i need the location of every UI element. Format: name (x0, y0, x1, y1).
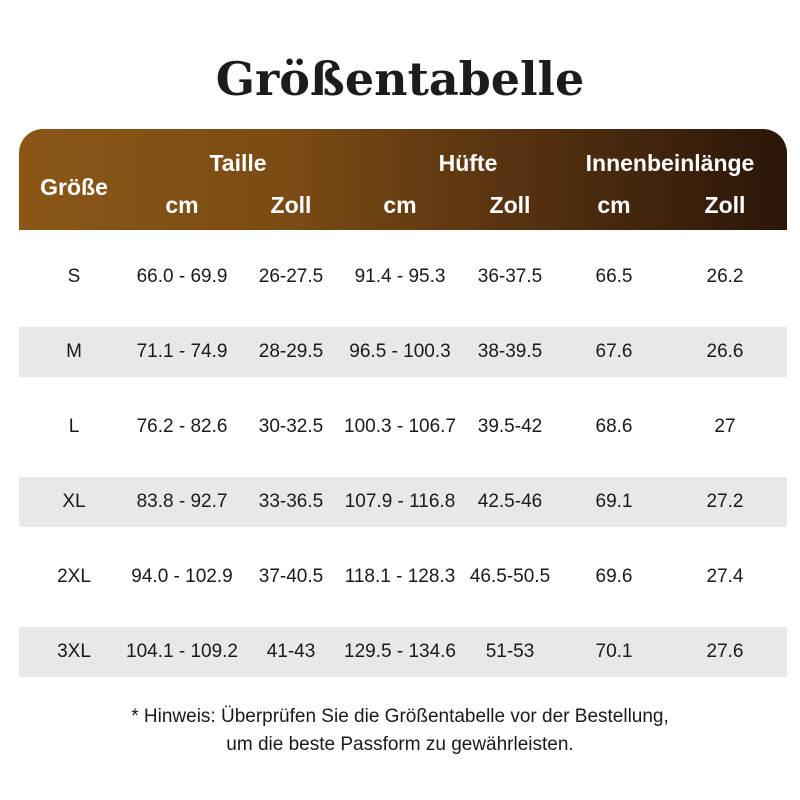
cell-hip-cm: 129.5 - 134.6 (344, 641, 456, 662)
header-group-inseam: Innenbeinlänge (585, 150, 755, 176)
table-row (19, 552, 787, 602)
cell-size: L (68, 416, 80, 437)
table-row (19, 327, 787, 377)
cell-hip-cm: 118.1 - 128.3 (344, 566, 456, 587)
cell-inseam-cm: 68.6 (595, 416, 633, 437)
cell-waist-cm: 76.2 - 82.6 (136, 416, 228, 437)
cell-size: S (67, 266, 81, 287)
footnote-line-2: um die beste Passform zu gewährleisten. (226, 734, 574, 755)
cell-hip-inch: 51-53 (485, 641, 535, 662)
header-unit-inseam-cm: cm (597, 192, 631, 218)
cell-hip-inch: 46.5-50.5 (469, 566, 551, 587)
cell-inseam-inch: 27.4 (706, 566, 744, 587)
table-row (19, 402, 787, 452)
header-unit-inseam-inch: Zoll (704, 192, 746, 218)
cell-hip-cm: 91.4 - 95.3 (354, 266, 446, 287)
cell-inseam-inch: 26.2 (706, 266, 744, 287)
cell-size: XL (62, 491, 86, 512)
table-header (19, 129, 787, 230)
cell-waist-inch: 28-29.5 (258, 341, 324, 362)
footnote-line-1: * Hinweis: Überprüfen Sie die Größentabelle vor der Bestellung, (131, 706, 669, 727)
cell-hip-cm: 107.9 - 116.8 (344, 491, 456, 512)
table-row (19, 252, 787, 302)
cell-waist-cm: 104.1 - 109.2 (126, 641, 238, 662)
table-row (19, 627, 787, 677)
cell-hip-cm: 100.3 - 106.7 (344, 416, 456, 437)
cell-inseam-cm: 69.6 (595, 566, 633, 587)
cell-inseam-inch: 26.6 (706, 341, 744, 362)
cell-size: 2XL (57, 566, 91, 587)
header-unit-waist-cm: cm (165, 192, 199, 218)
cell-inseam-inch: 27 (714, 416, 736, 437)
cell-waist-inch: 41-43 (266, 641, 316, 662)
cell-waist-cm: 71.1 - 74.9 (136, 341, 228, 362)
header-unit-hip-inch: Zoll (489, 192, 531, 218)
cell-waist-cm: 83.8 - 92.7 (136, 491, 228, 512)
cell-waist-cm: 94.0 - 102.9 (131, 566, 233, 587)
page-title: Größentabelle (215, 52, 585, 106)
cell-inseam-cm: 66.5 (595, 266, 633, 287)
header-unit-waist-inch: Zoll (270, 192, 312, 218)
cell-hip-inch: 38-39.5 (477, 341, 543, 362)
cell-size: 3XL (57, 641, 91, 662)
cell-waist-cm: 66.0 - 69.9 (136, 266, 228, 287)
table-row (19, 477, 787, 527)
cell-inseam-cm: 67.6 (595, 341, 633, 362)
header-unit-hip-cm: cm (383, 192, 417, 218)
cell-hip-inch: 42.5-46 (477, 491, 543, 512)
header-group-waist: Taille (209, 150, 267, 176)
cell-inseam-cm: 69.1 (595, 491, 633, 512)
header-size: Größe (40, 174, 108, 200)
cell-inseam-cm: 70.1 (595, 641, 633, 662)
cell-waist-inch: 37-40.5 (258, 566, 324, 587)
header-group-hip: Hüfte (438, 150, 498, 176)
cell-size: M (66, 341, 82, 362)
cell-waist-inch: 30-32.5 (258, 416, 324, 437)
cell-hip-cm: 96.5 - 100.3 (349, 341, 451, 362)
cell-inseam-inch: 27.2 (706, 491, 744, 512)
cell-hip-inch: 36-37.5 (477, 266, 543, 287)
cell-waist-inch: 33-36.5 (258, 491, 324, 512)
cell-hip-inch: 39.5-42 (477, 416, 543, 437)
cell-inseam-inch: 27.6 (706, 641, 744, 662)
cell-waist-inch: 26-27.5 (258, 266, 324, 287)
